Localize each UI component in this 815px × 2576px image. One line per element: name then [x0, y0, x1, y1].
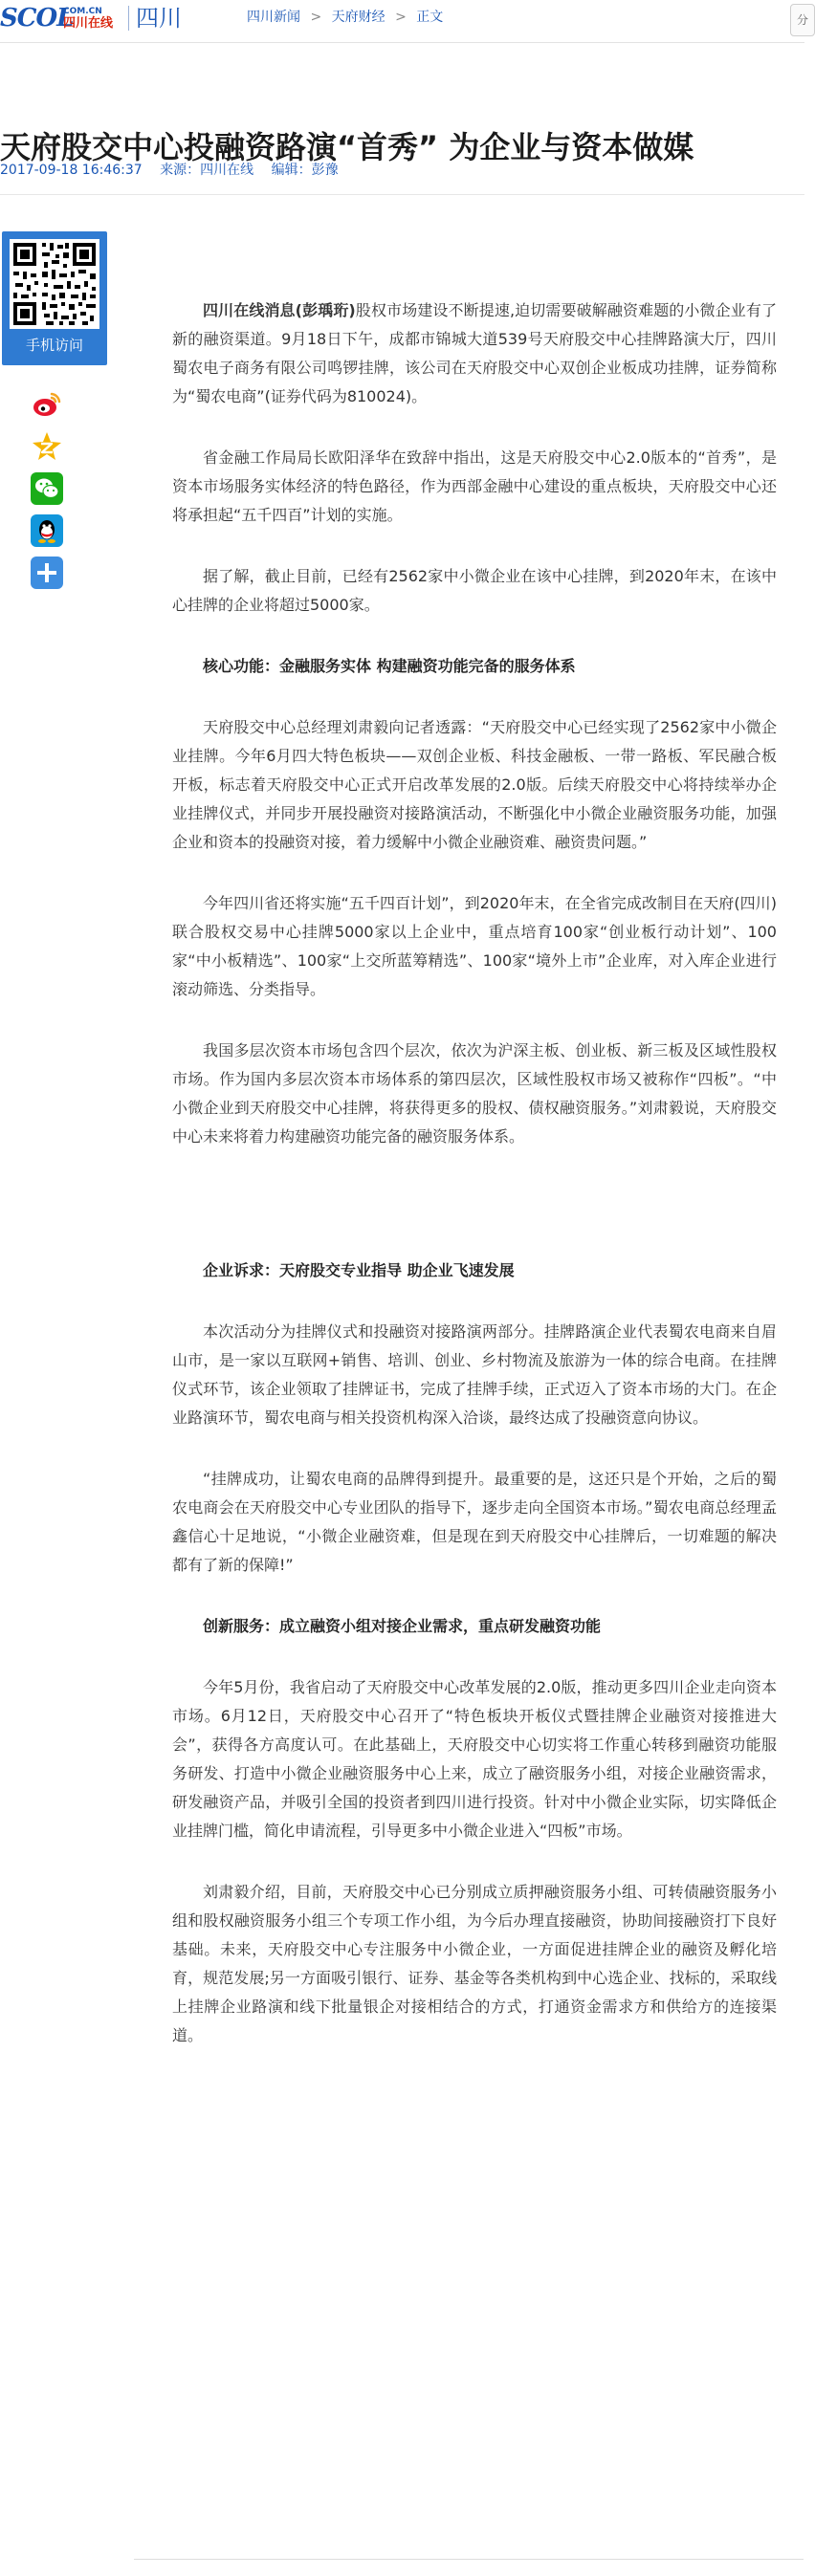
- share-corner-button[interactable]: 分: [790, 4, 815, 36]
- breadcrumb-current: 正文: [416, 10, 444, 25]
- site-logo[interactable]: [0, 4, 191, 33]
- wechat-icon[interactable]: [31, 472, 63, 505]
- paragraph-text: 股权市场建设不断提速,迫切需要破解融资难题的小微企业有了新的融资渠道。9月18日下午，成都市锦城大道539号天府股交中心挂牌路演大厅，四川蜀农电子商务有限公司鸣锣挂牌，该公司在天府股交中心双创企业板成功挂牌，证券简称为“蜀农电商”(证券代码为810024)。: [172, 301, 777, 405]
- publish-datetime: 2017-09-18 16:46:37: [0, 163, 143, 178]
- logo-comcn: COM.CN: [63, 7, 102, 16]
- breadcrumb-finance[interactable]: 天府财经: [331, 10, 385, 25]
- breadcrumb-sichuan-news[interactable]: 四川新闻: [247, 10, 300, 25]
- article-paragraph: 我国多层次资本市场包含四个层次，依次为沪深主板、创业板、新三板及区域性股权市场。作为国内多层次资本市场体系的第四层次，区域性股权市场又被称作“四板”。“中小微企业到天府股交中心挂牌，将获得更多的股权、债权融资服务。”刘肃毅说，天府股交中心未来将着力构建融资功能完备的融资服务体系。: [172, 1041, 777, 1146]
- article-title: 天府股交中心投融资路演“首秀” 为企业与资本做媒: [0, 129, 694, 166]
- logo-sichuan-online: 四川在线: [63, 16, 114, 31]
- title-divider: [0, 194, 804, 195]
- mobile-qr-panel[interactable]: [2, 231, 107, 365]
- article-paragraph: [172, 296, 777, 411]
- paragraph-lead: 四川在线消息(彭瑀珩): [203, 301, 356, 319]
- qr-label: 手机访问: [25, 337, 83, 354]
- article-paragraph: 省金融工作局局长欧阳泽华在致辞中指出，这是天府股交中心2.0版本的“首秀”，是资本市场服务实体经济的特色路径，作为西部金融中心建设的重点板块，天府股交中心还将承担起“五千四百”计划的实施。: [172, 448, 777, 524]
- logo-scol: SCOL: [0, 4, 74, 33]
- qr-code-icon: [10, 239, 99, 329]
- section-heading: 核心功能：金融服务实体 构建融资功能完备的服务体系: [203, 657, 576, 675]
- breadcrumb-separator: >: [310, 10, 322, 25]
- article-body: [172, 296, 777, 2083]
- article-paragraph: 本次活动分为挂牌仪式和投融资对接路演两部分。挂牌路演企业代表蜀农电商来自眉山市，是一家以互联网+销售、培训、创业、乡村物流及旅游为一体的综合电商。在挂牌仪式环节，该企业领取了挂牌证书，完成了挂牌手续，正式迈入了资本市场的大门。在企业路演环节，蜀农电商与相关投资机构深入洽谈，最终达成了投融资意向协议。: [172, 1322, 777, 1427]
- weibo-icon[interactable]: [31, 388, 63, 421]
- top-bar: [0, 0, 809, 43]
- article-editor: 编辑：彭豫: [271, 163, 339, 178]
- article-paragraph: 今年四川省还将实施“五千四百计划”，到2020年末，在全省完成改制目在天府(四川)联合股权交易中心挂牌5000家以上企业中，重点培育100家“创业板行动计划”、100家“中小板精选”、100家“上交所蓝筹精选”、100家“境外上市”企业库，对入库企业进行滚动筛选、分类指导。: [172, 894, 777, 998]
- channel-name[interactable]: 四川: [136, 5, 182, 32]
- section-heading: 企业诉求：天府股交专业指导 助企业飞速发展: [203, 1261, 515, 1279]
- qq-icon[interactable]: [31, 514, 63, 547]
- breadcrumb: [247, 8, 443, 27]
- article-paragraph: “挂牌成功，让蜀农电商的品牌得到提升。最重要的是，这还只是个开始，之后的蜀农电商会在天府股交中心专业团队的指导下，逐步走向全国资本市场。”蜀农电商总经理孟鑫信心十足地说，“小微企业融资难，但是现在到天府股交中心挂牌后，一切难题的解决都有了新的保障!”: [172, 1470, 777, 1574]
- bottom-divider: [134, 2559, 804, 2560]
- breadcrumb-separator: >: [395, 10, 407, 25]
- article-paragraph: 今年5月份，我省启动了天府股交中心改革发展的2.0版，推动更多四川企业走向资本市场。6月12日，天府股交中心召开了“特色板块开板仪式暨挂牌企业融资对接推进大会”，获得各方高度认可。在此基础上，天府股交中心切实将工作重心转移到融资功能服务研发、打造中小微企业融资服务中心上来，成立了融资服务小组，对接企业融资需求，研发融资产品，并吸引全国的投资者到四川进行投资。针对中小微企业实际，切实降低企业挂牌门槛，简化申请流程，引导更多中小微企业进入“四板”市场。: [172, 1678, 777, 1840]
- section-heading: 创新服务：成立融资小组对接企业需求，重点研发融资功能: [203, 1617, 602, 1635]
- article-paragraph: 刘肃毅介绍，目前，天府股交中心已分别成立质押融资服务小组、可转债融资服务小组和股权融资服务小组三个专项工作小组，为今后办理直接融资，协助间接融资打下良好基础。未来，天府股交中心专注服务中小微企业，一方面促进挂牌企业的融资及孵化培育，规范发展;另一方面吸引银行、证券、基金等各类机构到中心选企业、找标的，采取线上挂牌企业路演和线下批量银企对接相结合的方式，打通资金需求方和供给方的连接渠道。: [172, 1883, 777, 2044]
- article-paragraph: 天府股交中心总经理刘肃毅向记者透露：“天府股交中心已经实现了2562家中小微企业挂牌。今年6月四大特色板块——双创企业板、科技金融板、一带一路板、军民融合板开板，标志着天府股交中心正式开启改革发展的2.0版。后续天府股交中心将持续举办企业挂牌仪式，并同步开展投融资对接路演活动，不断强化中小微企业融资服务功能，加强企业和资本的投融资对接，着力缓解中小微企业融资难、融资贵问题。”: [172, 718, 777, 851]
- qzone-icon[interactable]: [31, 430, 63, 463]
- logo-divider: [128, 6, 129, 31]
- article-source: 来源：四川在线: [160, 163, 254, 178]
- plus-icon[interactable]: [31, 557, 63, 589]
- article-meta: [0, 159, 804, 182]
- article-paragraph: 据了解，截止目前，已经有2562家中小微企业在该中心挂牌，到2020年末，在该中心挂牌的企业将超过5000家。: [172, 567, 777, 614]
